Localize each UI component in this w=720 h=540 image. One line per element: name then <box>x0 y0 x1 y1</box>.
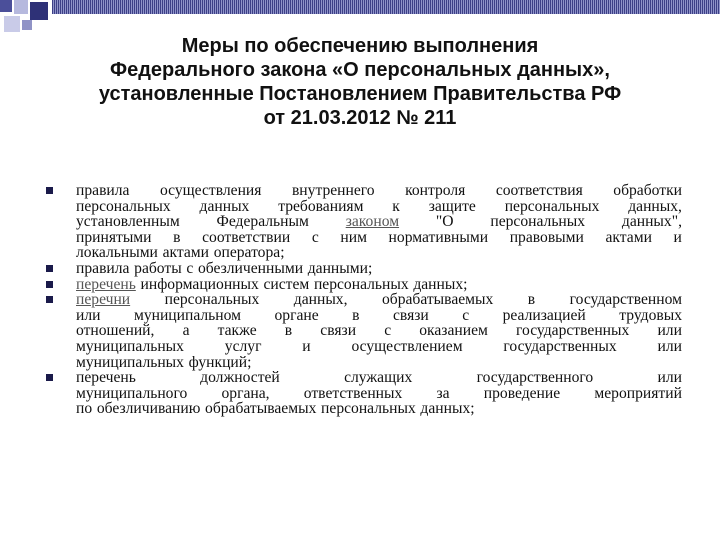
decor-square <box>30 2 48 20</box>
word: Федеральным <box>216 213 309 231</box>
word: правовыми <box>509 228 584 246</box>
word: соответствия <box>495 182 583 199</box>
title-line: от 21.03.2012 № 211 <box>263 107 457 129</box>
word: актами <box>605 228 652 246</box>
word: муниципальных <box>76 337 184 355</box>
square-bullet-icon <box>46 187 53 194</box>
word: персональных <box>164 291 260 309</box>
word: данных; <box>413 275 468 293</box>
word: связи <box>320 322 357 340</box>
list-item-line <box>76 323 682 339</box>
word: данных <box>199 197 250 215</box>
list-item-line <box>76 230 682 246</box>
header-band <box>52 0 720 14</box>
word: информационных <box>140 275 259 293</box>
word: а <box>182 322 190 340</box>
word: данных", <box>621 213 682 231</box>
word: государственных <box>503 337 617 355</box>
word: оказанием <box>419 322 488 340</box>
document-link[interactable]: перечни <box>76 291 131 309</box>
list-item-line <box>76 308 682 324</box>
word: муниципальном <box>133 306 242 324</box>
list-item-line <box>76 355 682 371</box>
word: к <box>392 197 400 215</box>
word: ответственных <box>303 384 403 402</box>
list-item-line <box>76 386 682 402</box>
word: принятыми <box>76 228 152 246</box>
word: реализацией <box>502 306 586 324</box>
word: персональных <box>313 275 409 293</box>
word: отношений, <box>76 322 155 340</box>
word: в <box>527 291 536 309</box>
word: с <box>384 322 392 340</box>
word: муниципального <box>76 384 188 402</box>
list-item-line <box>76 261 682 277</box>
word: данных, <box>628 197 682 215</box>
word: обезличенными <box>197 259 304 277</box>
page-title <box>30 34 690 130</box>
word: актами <box>162 244 210 262</box>
word: систем <box>263 275 310 293</box>
word: персональных <box>490 213 586 231</box>
word: государственного <box>476 369 594 387</box>
word: персональных <box>504 197 600 215</box>
word: "О <box>435 213 454 231</box>
word: в <box>352 306 360 324</box>
word: по <box>76 400 93 418</box>
word: и <box>302 337 311 355</box>
list-item-line <box>76 214 682 230</box>
title-line: Меры по обеспечению выполнения <box>181 35 539 57</box>
word: установленным <box>76 213 180 231</box>
word: осуществления <box>159 182 262 199</box>
word: функций; <box>188 353 252 371</box>
word: оператора; <box>213 244 285 262</box>
word: защите <box>428 197 476 215</box>
word: обезличиванию <box>96 400 201 418</box>
document-link[interactable]: перечень <box>76 275 136 293</box>
word: обработки <box>613 182 682 199</box>
decor-square <box>14 0 28 14</box>
word: или <box>657 369 682 387</box>
word: или <box>76 306 101 324</box>
square-bullet-icon <box>46 281 53 288</box>
word: обрабатываемых <box>381 291 494 309</box>
word: государственных <box>516 322 630 340</box>
list-item-line <box>76 245 682 261</box>
decor-square <box>4 16 20 32</box>
list-item-line <box>76 370 682 386</box>
list-item <box>46 183 682 261</box>
word: за <box>436 384 450 402</box>
list-item <box>46 261 682 277</box>
list-item-line <box>76 199 682 215</box>
bullet-list <box>46 183 682 417</box>
word: должностей <box>200 369 280 387</box>
word: в <box>284 322 293 340</box>
word: правила <box>76 182 130 199</box>
document-link[interactable]: законом <box>345 213 400 231</box>
word: органе <box>274 306 319 324</box>
word: данных; <box>420 400 475 418</box>
square-bullet-icon <box>46 265 53 272</box>
word: мероприятий <box>594 384 682 402</box>
decor-square <box>0 0 12 12</box>
word: служащих <box>344 369 413 387</box>
word: локальными <box>76 244 158 262</box>
word: также <box>217 322 257 340</box>
list-item <box>46 370 682 417</box>
word: связи <box>392 306 429 324</box>
word: персональных <box>321 400 416 418</box>
word: с <box>462 306 470 324</box>
word: перечень <box>76 369 136 387</box>
word: контроля <box>405 182 466 199</box>
list-item-line <box>76 277 682 293</box>
word: нормативными <box>388 228 489 246</box>
word: проведение <box>483 384 561 402</box>
list-item-line <box>76 339 682 355</box>
word: трудовых <box>619 306 682 324</box>
word: с <box>311 228 319 246</box>
square-bullet-icon <box>46 296 53 303</box>
list-item-line <box>76 401 682 417</box>
word: данными; <box>307 259 373 277</box>
word: персональных <box>76 197 171 215</box>
word: соответствии <box>202 228 291 246</box>
square-bullet-icon <box>46 374 53 381</box>
word: муниципальных <box>76 353 184 371</box>
word: правила <box>76 259 130 277</box>
word: обрабатываемых <box>205 400 317 418</box>
word: осуществлением <box>351 337 463 355</box>
title-line: Федерального закона «О персональных данных», <box>110 59 610 81</box>
decor-square <box>22 20 32 30</box>
word: услуг <box>224 337 262 355</box>
word: в <box>173 228 181 246</box>
word: или <box>657 337 682 355</box>
list-item-line <box>76 183 682 199</box>
list-item <box>46 292 682 370</box>
list-item-line <box>76 292 682 308</box>
title-line: установленные Постановлением Правительства РФ <box>98 83 622 105</box>
word: и <box>673 228 682 246</box>
list-item <box>46 277 682 293</box>
word: ним <box>340 228 367 246</box>
word: государственном <box>569 291 682 309</box>
word: с <box>186 259 194 277</box>
word: органа, <box>221 384 270 402</box>
word: работы <box>134 259 182 277</box>
word: данных, <box>293 291 348 309</box>
word: или <box>657 322 682 340</box>
word: требованиям <box>278 197 364 215</box>
word: внутреннего <box>291 182 375 199</box>
